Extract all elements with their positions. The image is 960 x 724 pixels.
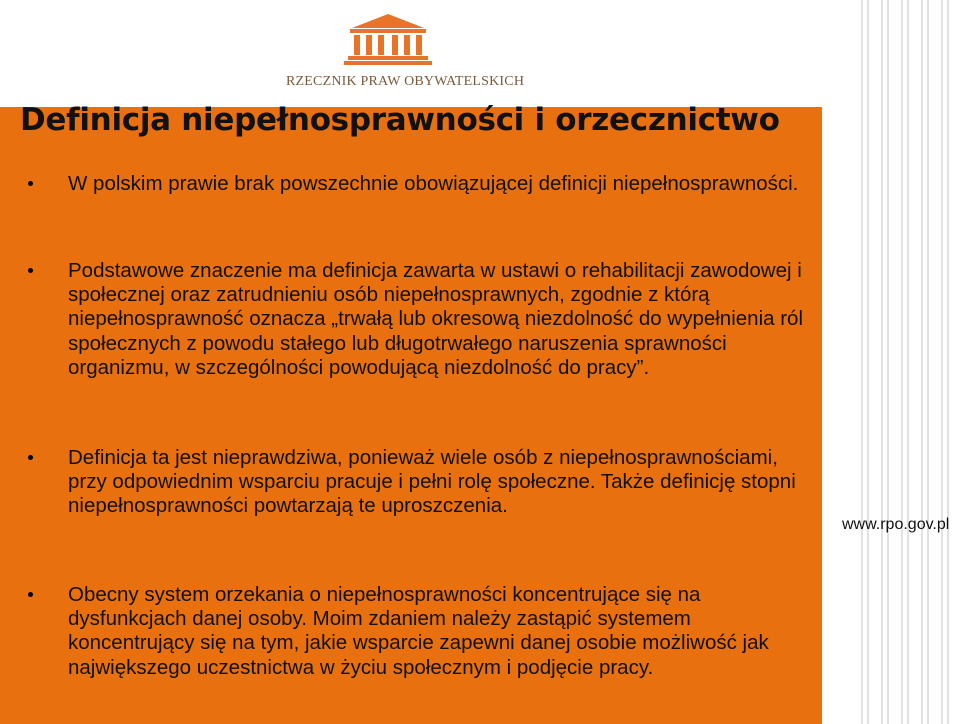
bullet-icon bbox=[28, 268, 33, 273]
bullet-text: W polskim prawie brak powszechnie obowiązującej definicji niepełnosprawności. bbox=[68, 172, 799, 195]
bullet-text: Definicja ta jest nieprawdziwa, ponieważ wiele osób z niepełnosprawnościami, przy odpowiednim wsparciu pracuje i pełni rolę społeczne. Także definicję stopni niepełnosprawności powtarzają te uproszczenia. bbox=[68, 446, 796, 518]
logo-label: RZECZNIK PRAW OBYWATELSKICH bbox=[286, 74, 525, 89]
website-url: www.rpo.gov.pl bbox=[842, 516, 950, 533]
bullet-icon bbox=[28, 592, 33, 597]
bullet-text: Obecny system orzekania o niepełnosprawności koncentrujące się na dysfunkcjach danej osoby. Moim zdaniem należy zastąpić systemem koncentrujący się na tym, jakie wsparcie zapewni danej osobie możliwość jak największego uczestnictwa w życiu społecznym i podjęcie pracy. bbox=[68, 583, 769, 679]
bullet-icon bbox=[28, 181, 33, 186]
bullet-icon bbox=[28, 455, 33, 460]
bullet-text: Podstawowe znaczenie ma definicja zawarta w ustawi o rehabilitacji zawodowej i społecznej oraz zatrudnieniu osób niepełnosprawnych, zgodnie z którą niepełnosprawność oznacza „trwałą lub okresową niezdolność do wypełnienia ról społecznych z powodu stałego lub długotrwałego naruszenia sprawności organizmu, w szczególności powodującą niezdolność do pracy”. bbox=[68, 259, 803, 379]
slide-title: Definicja niepełnosprawności i orzecznictwo bbox=[20, 102, 780, 138]
